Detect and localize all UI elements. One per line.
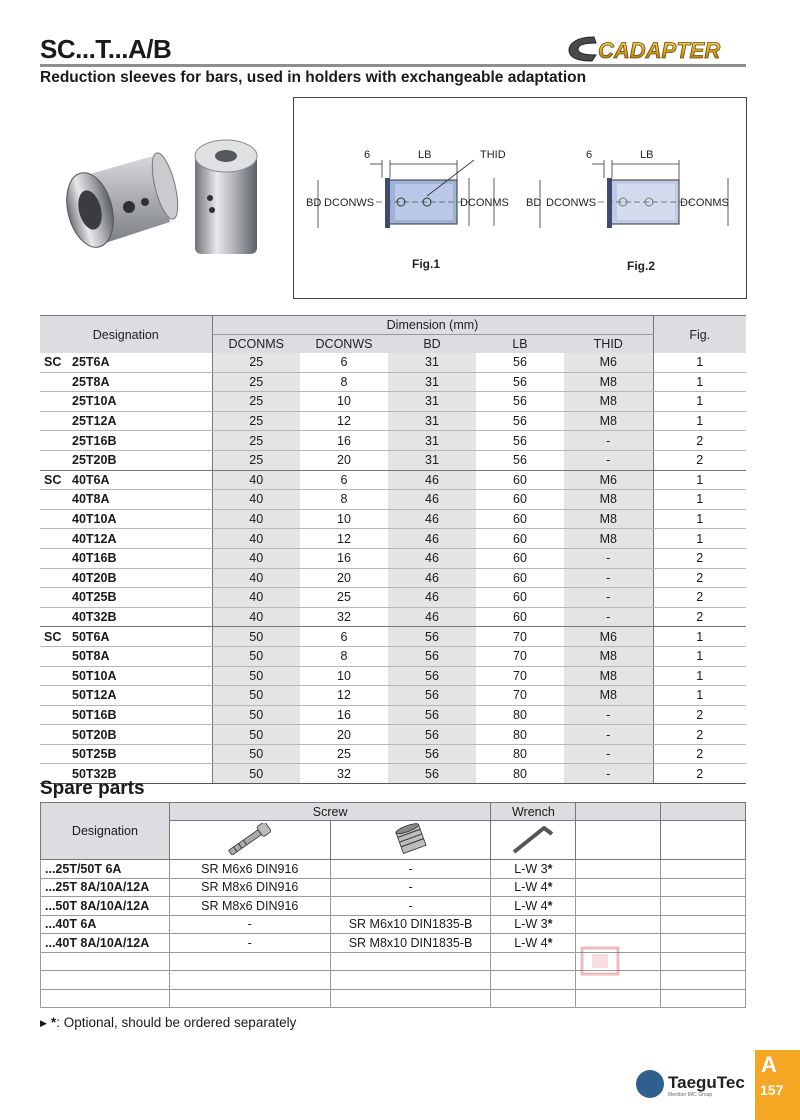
cell-dconms: 50 xyxy=(212,705,300,725)
cell-thid: M8 xyxy=(564,392,653,412)
empty-cell xyxy=(576,915,661,934)
fig1-dim-6: 6 xyxy=(364,149,371,161)
cell-dconms: 40 xyxy=(212,607,300,627)
table-row xyxy=(40,764,746,784)
section-tab xyxy=(755,1050,800,1120)
cell-fig: 2 xyxy=(653,548,746,568)
row-code: 50T10A xyxy=(72,668,117,683)
cell-thid: - xyxy=(564,764,653,784)
brand-name: TaeguTec xyxy=(668,1073,745,1092)
cell-dconws: 12 xyxy=(300,686,388,706)
row-designation xyxy=(40,607,212,627)
cell-fig: 1 xyxy=(653,646,746,666)
cell-fig: 2 xyxy=(653,450,746,470)
cell-lb: 60 xyxy=(476,568,564,588)
wrench-code: L-W 3 xyxy=(514,861,548,876)
cell-bd: 46 xyxy=(388,568,476,588)
row-designation xyxy=(40,666,212,686)
set-screw-icon xyxy=(330,821,491,860)
cell-fig: 2 xyxy=(653,764,746,784)
fig1-dim-thid: THID xyxy=(480,149,506,161)
cell-dconws: 16 xyxy=(300,705,388,725)
cell-lb: 70 xyxy=(476,686,564,706)
taegutec-brand xyxy=(636,1070,748,1100)
fig1-bd: BD xyxy=(306,197,322,209)
cell-bd: 56 xyxy=(388,764,476,784)
row-code: 50T16B xyxy=(72,707,117,722)
row-designation xyxy=(40,470,212,490)
fig1-dconws: DCONWS xyxy=(324,197,375,209)
fig2-dim-lb: LB xyxy=(640,149,654,161)
table-row xyxy=(40,411,746,431)
cell-bd: 46 xyxy=(388,588,476,608)
cell-dconms: 50 xyxy=(212,666,300,686)
cell-bd: 46 xyxy=(388,509,476,529)
row-code: 25T8A xyxy=(72,374,110,389)
cell-dconws: 32 xyxy=(300,607,388,627)
cell-thid: M8 xyxy=(564,646,653,666)
cell-thid: - xyxy=(564,568,653,588)
spare-parts-title: Spare parts xyxy=(40,778,145,799)
row-designation xyxy=(40,627,212,647)
cell-bd: 31 xyxy=(388,411,476,431)
cell-dconws: 10 xyxy=(300,666,388,686)
cell-dconws: 8 xyxy=(300,490,388,510)
wrench-star: * xyxy=(547,880,553,895)
cap-screw-icon xyxy=(169,821,330,860)
row-code: 40T8A xyxy=(72,492,110,507)
fig1-dim-lb: LB xyxy=(418,149,432,161)
spare-screw1: - xyxy=(169,915,330,934)
row-designation xyxy=(40,411,212,431)
cell-fig: 2 xyxy=(653,588,746,608)
col-thid: THID xyxy=(564,335,653,354)
cell-bd: 31 xyxy=(388,392,476,412)
empty-cell xyxy=(661,860,746,879)
page-number: 157 xyxy=(760,1082,784,1098)
cell-thid: M8 xyxy=(564,411,653,431)
cell-dconws: 8 xyxy=(300,646,388,666)
spare-screw1: - xyxy=(169,934,330,953)
table-row xyxy=(40,686,746,706)
cell-lb: 80 xyxy=(476,764,564,784)
wrench-star: * xyxy=(547,917,553,932)
cell-dconws: 20 xyxy=(300,725,388,745)
wrench-code: L-W 3 xyxy=(514,917,548,932)
cell-dconms: 40 xyxy=(212,568,300,588)
cell-bd: 46 xyxy=(388,490,476,510)
cell-lb: 60 xyxy=(476,588,564,608)
cell-bd: 31 xyxy=(388,353,476,372)
cell-dconws: 10 xyxy=(300,392,388,412)
row-prefix: SC xyxy=(44,629,62,644)
cell-fig: 2 xyxy=(653,607,746,627)
cell-dconws: 25 xyxy=(300,744,388,764)
cell-fig: 1 xyxy=(653,529,746,549)
row-code: 50T8A xyxy=(72,649,110,664)
cell-thid: M8 xyxy=(564,666,653,686)
cell-dconws: 25 xyxy=(300,588,388,608)
spare-wrench xyxy=(491,915,576,934)
fig2-label: Fig.2 xyxy=(627,259,656,273)
row-designation xyxy=(40,392,212,412)
row-code: 50T20B xyxy=(72,727,117,742)
fig2-dim-6: 6 xyxy=(586,149,593,161)
cell-lb: 70 xyxy=(476,627,564,647)
cell-thid: - xyxy=(564,705,653,725)
fig2-dconms: DCONMS xyxy=(680,197,729,209)
empty-icon-cell xyxy=(576,821,661,860)
cell-fig: 1 xyxy=(653,353,746,372)
cell-dconws: 6 xyxy=(300,627,388,647)
spare-designation: ...50T 8A/10A/12A xyxy=(41,897,170,916)
title-rule xyxy=(40,64,746,67)
hex-key-icon xyxy=(491,821,576,860)
cell-dconms: 40 xyxy=(212,490,300,510)
row-designation xyxy=(40,705,212,725)
row-prefix: SC xyxy=(44,355,62,370)
row-code: 25T20B xyxy=(72,453,117,468)
cell-fig: 2 xyxy=(653,431,746,451)
fig1-label: Fig.1 xyxy=(412,257,441,271)
cell-thid: - xyxy=(564,744,653,764)
cell-bd: 31 xyxy=(388,431,476,451)
row-code: 40T6A xyxy=(72,472,110,487)
table-row xyxy=(40,509,746,529)
cell-dconms: 50 xyxy=(212,725,300,745)
table-row xyxy=(40,725,746,745)
cadapter-logo xyxy=(566,34,748,64)
spare-wrench xyxy=(491,897,576,916)
cell-fig: 2 xyxy=(653,725,746,745)
cell-thid: M6 xyxy=(564,470,653,490)
empty-cell xyxy=(576,897,661,916)
cell-lb: 80 xyxy=(476,725,564,745)
fig1-drawing xyxy=(306,149,509,271)
screw-header: Screw xyxy=(169,803,491,821)
spare-screw2: SR M8x10 DIN1835-B xyxy=(330,934,491,953)
cell-bd: 56 xyxy=(388,744,476,764)
table-row xyxy=(40,568,746,588)
cell-lb: 80 xyxy=(476,744,564,764)
col-dconws: DCONWS xyxy=(300,335,388,354)
table-row xyxy=(40,529,746,549)
cell-lb: 70 xyxy=(476,666,564,686)
cell-dconws: 16 xyxy=(300,431,388,451)
table-row xyxy=(40,548,746,568)
row-designation xyxy=(40,372,212,392)
table-row xyxy=(41,915,746,934)
cell-dconws: 6 xyxy=(300,470,388,490)
row-code: 25T6A xyxy=(72,355,110,370)
spare-designation: ...25T 8A/10A/12A xyxy=(41,878,170,897)
row-code: 40T20B xyxy=(72,570,117,585)
cell-fig: 1 xyxy=(653,372,746,392)
cell-bd: 56 xyxy=(388,725,476,745)
spare-wrench xyxy=(491,860,576,879)
empty-icon-cell xyxy=(661,821,746,860)
cell-bd: 56 xyxy=(388,627,476,647)
table-row xyxy=(41,897,746,916)
cell-dconws: 16 xyxy=(300,548,388,568)
cell-thid: M8 xyxy=(564,490,653,510)
row-designation xyxy=(40,686,212,706)
wrench-code: L-W 4 xyxy=(514,935,548,950)
sleeve-photo xyxy=(50,126,280,266)
col-bd: BD xyxy=(388,335,476,354)
cell-fig: 1 xyxy=(653,490,746,510)
cell-thid: - xyxy=(564,431,653,451)
cell-thid: - xyxy=(564,607,653,627)
fig2-dconws: DCONWS xyxy=(546,197,597,209)
row-designation xyxy=(40,450,212,470)
footnote-text: : Optional, should be ordered separately xyxy=(56,1015,297,1030)
cell-fig: 1 xyxy=(653,666,746,686)
cell-dconms: 25 xyxy=(212,431,300,451)
triangle-bullet-icon: ▶ xyxy=(40,1018,47,1028)
cell-bd: 46 xyxy=(388,470,476,490)
table-row xyxy=(40,627,746,647)
cell-bd: 46 xyxy=(388,529,476,549)
row-code: 40T12A xyxy=(72,531,117,546)
cell-thid: - xyxy=(564,450,653,470)
row-designation xyxy=(40,431,212,451)
table-row xyxy=(40,450,746,470)
page-subtitle: Reduction sleeves for bars, used in holders with exchangeable adaptation xyxy=(40,69,587,86)
fig2-bd: BD xyxy=(526,197,542,209)
cell-thid: M6 xyxy=(564,353,653,372)
empty-cell xyxy=(661,878,746,897)
cell-lb: 56 xyxy=(476,353,564,372)
wrench-header: Wrench xyxy=(491,803,576,821)
cell-lb: 56 xyxy=(476,392,564,412)
cell-bd: 46 xyxy=(388,607,476,627)
fig-header: Fig. xyxy=(653,316,746,354)
empty-cell xyxy=(661,915,746,934)
table-row xyxy=(40,353,746,372)
row-designation xyxy=(40,744,212,764)
table-row xyxy=(41,878,746,897)
spare-screw2: - xyxy=(330,897,491,916)
cell-lb: 56 xyxy=(476,431,564,451)
cell-lb: 56 xyxy=(476,372,564,392)
cell-thid: M6 xyxy=(564,627,653,647)
row-prefix: SC xyxy=(44,472,62,487)
cell-dconms: 25 xyxy=(212,450,300,470)
cell-bd: 56 xyxy=(388,666,476,686)
cell-thid: M8 xyxy=(564,529,653,549)
cell-dconms: 25 xyxy=(212,372,300,392)
cell-lb: 60 xyxy=(476,509,564,529)
cell-thid: M8 xyxy=(564,509,653,529)
designation-header: Designation xyxy=(40,316,212,354)
row-code: 50T6A xyxy=(72,629,110,644)
cell-lb: 60 xyxy=(476,529,564,549)
table-row xyxy=(40,490,746,510)
table-row xyxy=(40,705,746,725)
brand-sub: Member IMC Group xyxy=(668,1092,713,1098)
cell-lb: 56 xyxy=(476,450,564,470)
row-code: 40T16B xyxy=(72,551,117,566)
row-designation xyxy=(40,568,212,588)
logo-text: CADAPTER xyxy=(598,38,721,63)
cell-thid: - xyxy=(564,725,653,745)
wrench-star: * xyxy=(547,935,553,950)
cell-thid: M8 xyxy=(564,686,653,706)
cell-fig: 1 xyxy=(653,470,746,490)
row-designation xyxy=(40,529,212,549)
cell-fig: 2 xyxy=(653,744,746,764)
col-dconms: DCONMS xyxy=(212,335,300,354)
table-row xyxy=(40,372,746,392)
cell-fig: 1 xyxy=(653,392,746,412)
cell-dconms: 50 xyxy=(212,646,300,666)
spare-screw2: SR M6x10 DIN1835-B xyxy=(330,915,491,934)
cell-fig: 1 xyxy=(653,627,746,647)
cell-lb: 60 xyxy=(476,548,564,568)
cell-dconws: 20 xyxy=(300,568,388,588)
spare-screw1: SR M6x6 DIN916 xyxy=(169,860,330,879)
row-designation xyxy=(40,548,212,568)
cell-dconws: 32 xyxy=(300,764,388,784)
cell-dconws: 6 xyxy=(300,353,388,372)
cell-lb: 56 xyxy=(476,411,564,431)
cell-dconms: 40 xyxy=(212,588,300,608)
page-title: SC...T...A/B xyxy=(40,34,172,64)
cell-bd: 56 xyxy=(388,686,476,706)
cell-bd: 56 xyxy=(388,705,476,725)
table-row xyxy=(40,431,746,451)
cell-dconms: 40 xyxy=(212,548,300,568)
row-designation xyxy=(40,725,212,745)
cell-dconws: 12 xyxy=(300,529,388,549)
table-row xyxy=(40,646,746,666)
table-row xyxy=(40,588,746,608)
spare-designation: ...25T/50T 6A xyxy=(41,860,170,879)
wrench-code: L-W 4 xyxy=(514,880,548,895)
cell-thid: M8 xyxy=(564,372,653,392)
cell-dconms: 50 xyxy=(212,686,300,706)
empty-header xyxy=(661,803,746,821)
wrench-star: * xyxy=(547,861,553,876)
cell-dconms: 50 xyxy=(212,744,300,764)
row-code: 40T25B xyxy=(72,590,117,605)
taegutec-mark-icon xyxy=(636,1070,664,1098)
cell-dconms: 25 xyxy=(212,353,300,372)
wrench-code: L-W 4 xyxy=(514,898,548,913)
fig2-drawing xyxy=(526,149,729,273)
row-code: 40T10A xyxy=(72,512,117,527)
cell-dconms: 40 xyxy=(212,509,300,529)
cell-bd: 56 xyxy=(388,646,476,666)
cell-bd: 31 xyxy=(388,450,476,470)
cell-fig: 1 xyxy=(653,509,746,529)
row-code: 50T32B xyxy=(72,766,117,781)
empty-cell xyxy=(576,860,661,879)
row-code: 50T25B xyxy=(72,747,117,762)
cell-fig: 2 xyxy=(653,705,746,725)
technical-drawing xyxy=(294,98,746,298)
table-row xyxy=(40,744,746,764)
row-code: 50T12A xyxy=(72,688,117,703)
spare-designation-header: Designation xyxy=(41,803,170,860)
cell-dconms: 40 xyxy=(212,529,300,549)
cell-thid: - xyxy=(564,548,653,568)
cell-dconms: 25 xyxy=(212,392,300,412)
cell-lb: 80 xyxy=(476,705,564,725)
cell-lb: 60 xyxy=(476,470,564,490)
footnote xyxy=(40,1015,296,1030)
cell-bd: 46 xyxy=(388,548,476,568)
col-lb: LB xyxy=(476,335,564,354)
row-code: 40T32B xyxy=(72,610,117,625)
empty-cell xyxy=(661,897,746,916)
row-designation xyxy=(40,509,212,529)
spare-screw1: SR M8x6 DIN916 xyxy=(169,897,330,916)
spare-screw1: SR M8x6 DIN916 xyxy=(169,878,330,897)
spare-designation: ...40T 6A xyxy=(41,915,170,934)
cell-lb: 60 xyxy=(476,607,564,627)
cell-dconws: 8 xyxy=(300,372,388,392)
footnote-star: * xyxy=(50,1015,57,1030)
row-designation xyxy=(40,646,212,666)
table-row xyxy=(40,392,746,412)
spare-wrench xyxy=(491,878,576,897)
dimension-table xyxy=(40,315,746,784)
spare-screw2: - xyxy=(330,860,491,879)
cell-dconms: 40 xyxy=(212,470,300,490)
row-designation xyxy=(40,490,212,510)
cell-thid: - xyxy=(564,588,653,608)
table-row xyxy=(40,666,746,686)
cell-fig: 1 xyxy=(653,686,746,706)
dimension-header: Dimension (mm) xyxy=(212,316,653,335)
cell-fig: 2 xyxy=(653,568,746,588)
row-code: 25T16B xyxy=(72,433,117,448)
wrench-star: * xyxy=(547,898,553,913)
cell-dconms: 50 xyxy=(212,764,300,784)
row-designation xyxy=(40,588,212,608)
section-letter: A xyxy=(761,1052,777,1077)
cell-fig: 1 xyxy=(653,411,746,431)
row-designation xyxy=(40,353,212,372)
cell-dconws: 20 xyxy=(300,450,388,470)
table-row xyxy=(41,860,746,879)
cell-dconms: 50 xyxy=(212,627,300,647)
row-code: 25T12A xyxy=(72,414,117,429)
cell-dconms: 25 xyxy=(212,411,300,431)
cell-lb: 60 xyxy=(476,490,564,510)
spare-screw2: - xyxy=(330,878,491,897)
cell-dconws: 12 xyxy=(300,411,388,431)
table-row xyxy=(40,470,746,490)
cell-dconws: 10 xyxy=(300,509,388,529)
cell-lb: 70 xyxy=(476,646,564,666)
empty-header xyxy=(576,803,661,821)
cell-bd: 31 xyxy=(388,372,476,392)
empty-cell xyxy=(576,878,661,897)
figure-box xyxy=(293,97,747,299)
watermark-logo xyxy=(534,944,674,1014)
table-row xyxy=(40,607,746,627)
spare-designation: ...40T 8A/10A/12A xyxy=(41,934,170,953)
fig1-dconms: DCONMS xyxy=(460,197,509,209)
row-code: 25T10A xyxy=(72,394,117,409)
